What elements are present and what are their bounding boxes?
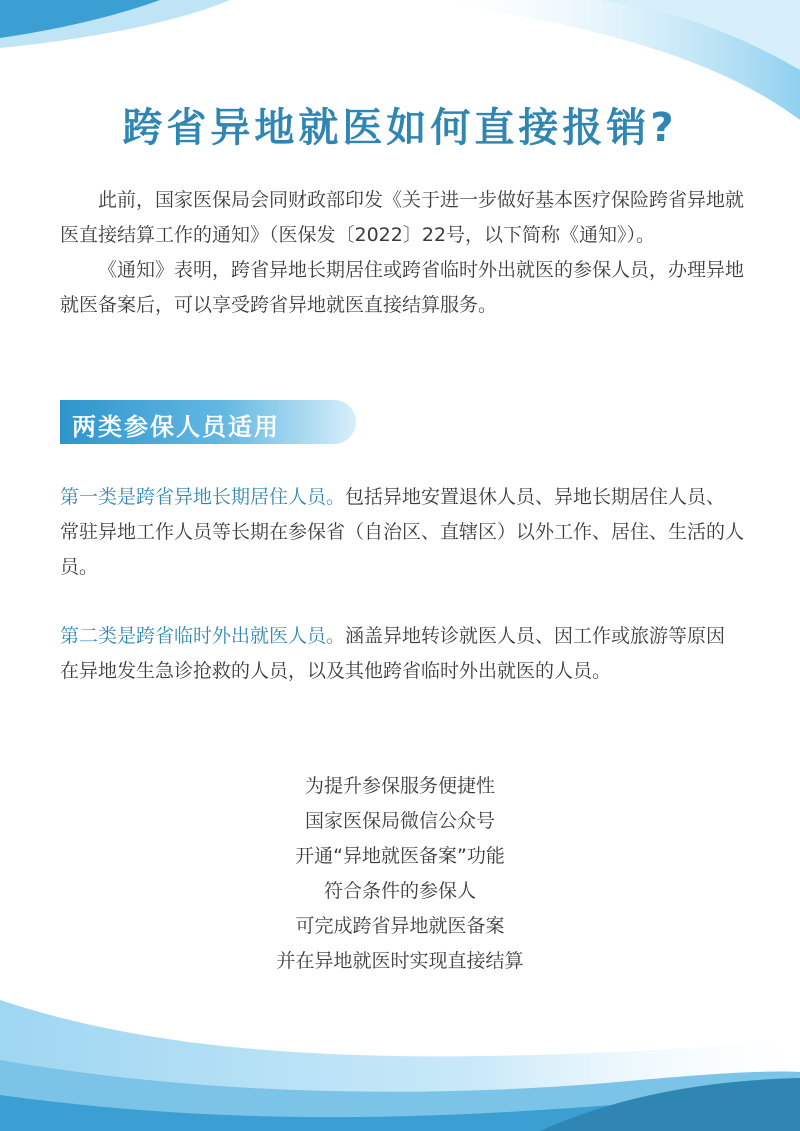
category-2 xyxy=(60,619,744,689)
closing-line: 国家医保局微信公众号 xyxy=(304,810,495,832)
page-title: 跨省异地就医如何直接报销? xyxy=(122,105,678,151)
category-1 xyxy=(60,480,744,585)
closing-line: 可完成跨省异地就医备案 xyxy=(295,915,505,937)
closing-line: 开通“异地就医备案”功能 xyxy=(295,845,505,867)
category-2-heading: 第二类是跨省临时外出就医人员。 xyxy=(60,625,346,647)
intro-text xyxy=(60,183,744,323)
closing-line: 并在异地就医时实现直接结算 xyxy=(276,950,524,972)
closing-line: 符合条件的参保人 xyxy=(323,880,476,902)
closing-line: 为提升参保服务便捷性 xyxy=(304,775,495,797)
closing-lines xyxy=(0,769,800,979)
section-label-badge xyxy=(60,400,356,444)
section-label-text: 两类参保人员适用 xyxy=(72,413,280,441)
category-1-text: 包括异地安置退休人员、异地长期居住人员、常驻异地工作人员等长期在参保省（自治区、直辖区）以外工作、居住、生活的人员。 xyxy=(60,486,745,578)
category-1-heading: 第一类是跨省异地长期居住人员。 xyxy=(60,486,346,508)
intro-paragraph-2: 《通知》表明，跨省异地长期居住或跨省临时外出就医的参保人员，办理异地就医备案后，可以享受跨省异地就医直接结算服务。 xyxy=(60,259,745,316)
intro-paragraph-1: 此前，国家医保局会同财政部印发《关于进一步做好基本医疗保险跨省异地就医直接结算工作的通知》（医保发〔2022〕22号，以下简称《通知》）。 xyxy=(60,189,745,246)
category-2-text: 涵盖异地转诊就医人员、因工作或旅游等原因在异地发生急诊抢救的人员，以及其他跨省临时外出就医的人员。 xyxy=(60,625,726,682)
